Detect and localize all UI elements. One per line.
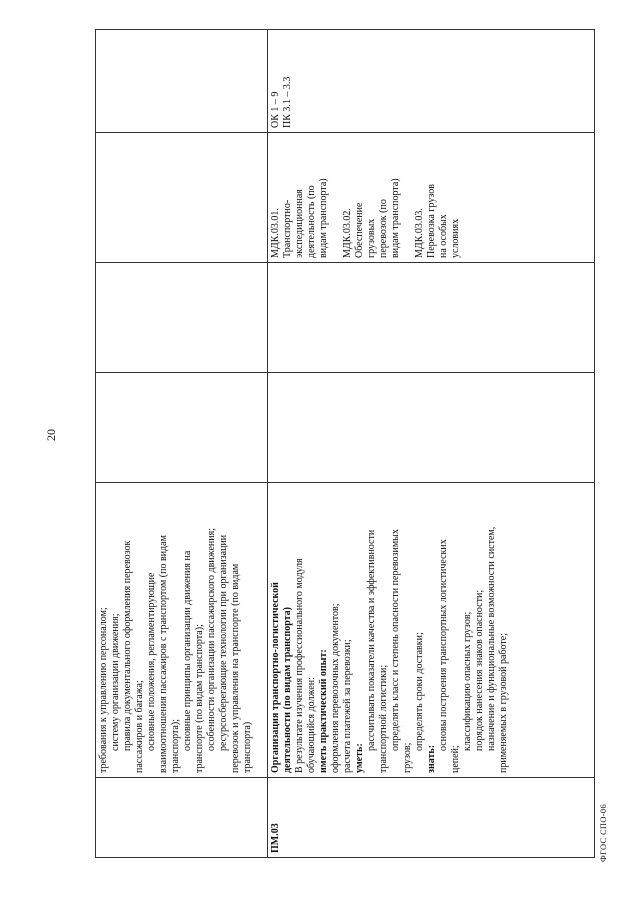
discipline-cell xyxy=(96,133,268,263)
discipline-line: МДК.03.03. xyxy=(414,208,425,258)
description-line: систему организации движения; xyxy=(110,613,121,751)
description-line: расчета платежей за перевозки; xyxy=(342,639,353,773)
discipline-line: экспедиционная xyxy=(294,189,305,258)
discipline-cell xyxy=(268,133,595,263)
index-cell: ПМ.03 xyxy=(268,778,595,858)
index-cell xyxy=(96,778,268,858)
description-line: транспорта) xyxy=(242,721,253,773)
description-line: применяемых в грузовой работе; xyxy=(498,633,509,773)
description-line: взаимоотношения пассажиров с транспортом (по видам xyxy=(158,535,169,773)
hours-max-cell xyxy=(268,373,595,483)
footer-code: ФГОС СПО-06 xyxy=(598,803,608,862)
description-line: назначение и функциональные возможности систем, xyxy=(486,526,497,751)
discipline-line: МДК.03.01. xyxy=(270,208,281,258)
competency-cell xyxy=(268,30,595,133)
description-line: ресурсосберегающие технологии при организации xyxy=(218,534,229,751)
table-sheet xyxy=(95,30,595,858)
description-line: основные принципы организации движения на xyxy=(182,550,193,751)
description-line: иметь практический опыт: xyxy=(318,649,329,773)
discipline-line: грузовых xyxy=(366,218,377,258)
description-line: транспортной логистики; xyxy=(378,664,389,773)
table-row-pm03 xyxy=(268,30,595,858)
discipline-line: деятельность (по xyxy=(306,185,317,258)
discipline-line: условиях xyxy=(450,218,461,258)
discipline-line: перевозок (по xyxy=(378,199,389,258)
description-line: обучающийся должен: xyxy=(306,677,317,773)
description-line: транспорта); xyxy=(170,719,181,773)
description-line: порядок нанесения знаков опасности; xyxy=(474,589,485,751)
discipline-line: МДК.03.02. xyxy=(342,208,353,258)
description-line: требования к управлению персоналом; xyxy=(98,607,109,773)
competency-line: ПК 3.1 – 3.3 xyxy=(282,76,293,128)
description-line: уметь: xyxy=(354,743,365,773)
discipline-line: Перевозка грузов xyxy=(426,184,437,258)
page-number: 20 xyxy=(44,429,58,441)
description-line: грузов; xyxy=(402,742,413,773)
description-line: цепей; xyxy=(450,745,461,773)
description-line: Организация транспортно-логистической xyxy=(270,582,281,773)
description-cell xyxy=(268,483,595,778)
hours-class-cell xyxy=(96,263,268,373)
discipline-line: видам транспорта) xyxy=(390,178,401,258)
competency-line: ОК 1 – 9 xyxy=(270,91,281,128)
description-line: основные положения, регламентирующие xyxy=(146,572,157,751)
table-row-previous xyxy=(96,30,268,858)
competency-cell xyxy=(96,30,268,133)
hours-class-cell xyxy=(268,263,595,373)
description-line: оформления перевозочных документов; xyxy=(330,603,341,773)
description-line: определять сроки доставки; xyxy=(414,632,425,751)
description-line: транспорте (по видам транспорта); xyxy=(194,624,205,773)
description-line: особенности организации пассажирского движения; xyxy=(206,528,217,751)
discipline-line: Обеспечение xyxy=(354,202,365,258)
description-line: перевозок и управления на транспорте (по видам xyxy=(230,563,241,773)
spacer xyxy=(402,137,414,258)
description-line: деятельности (по видам транспорта) xyxy=(282,606,293,773)
description-cell xyxy=(96,483,268,778)
description-line: рассчитывать показатели качества и эффективности xyxy=(366,529,377,751)
description-line: знать: xyxy=(426,744,437,773)
description-line: определять класс и степень опасности перевозимых xyxy=(390,529,401,751)
description-line: В результате изучения профессионального модуля xyxy=(294,558,305,773)
discipline-line: Транспортно- xyxy=(282,199,293,258)
spacer xyxy=(330,137,342,258)
description-line: правила документального оформления перевозок xyxy=(122,540,133,751)
discipline-line: на особых xyxy=(438,214,449,258)
curriculum-table xyxy=(95,29,595,858)
description-line: основы построения транспортных логистических xyxy=(438,539,449,751)
description-line: классификацию опасных грузов; xyxy=(462,611,473,751)
discipline-line: видам транспорта) xyxy=(318,178,329,258)
description-line: пассажиров и багажа; xyxy=(134,680,145,773)
hours-max-cell xyxy=(96,373,268,483)
